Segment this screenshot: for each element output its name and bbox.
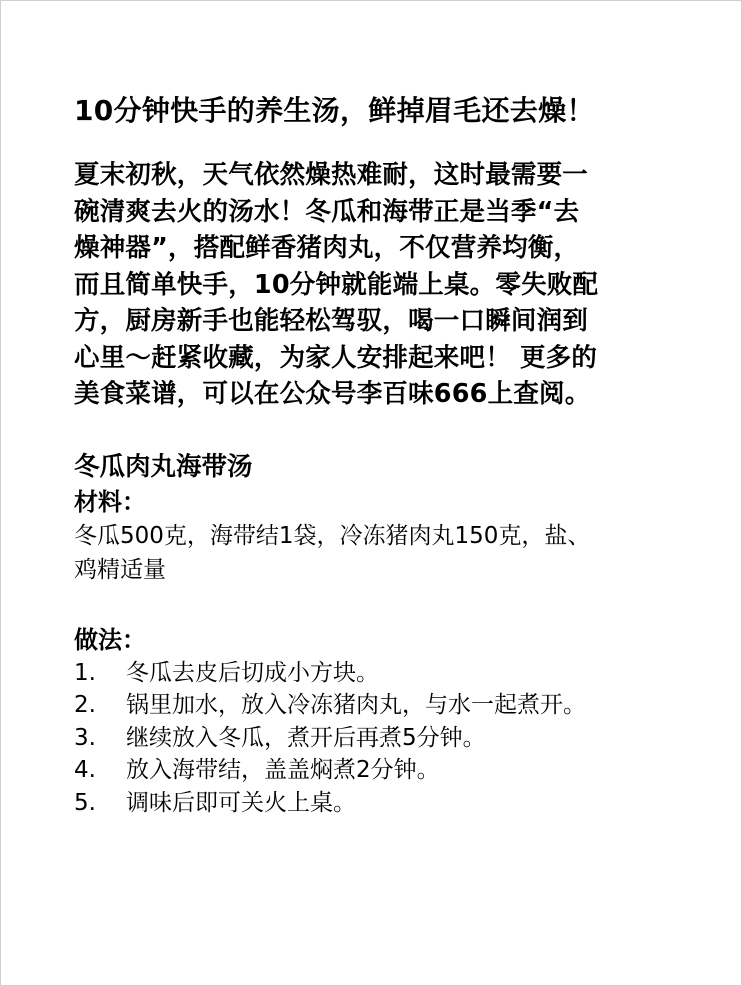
method-label: 做法：: [74, 625, 146, 654]
intro-line: 方，厨房新手也能轻松驾驭，喝一口瞬间润到: [74, 306, 589, 336]
intro-line: 燥神器”，搭配鲜香猪肉丸，不仅营养均衡，: [74, 233, 580, 263]
step-text: 继续放入冬瓜，煮开后再煮5分钟。: [126, 724, 486, 751]
method-step: [74, 689, 674, 722]
materials-line: 冬瓜500克，海带结1袋，冷冻猪肉丸150克，盐、: [74, 522, 591, 549]
step-text: 放入海带结，盖盖焖煮2分钟。: [126, 757, 440, 783]
step-number: 2.: [74, 692, 96, 718]
intro-line: 碗清爽去火的汤水！冬瓜和海带正是当季“去: [74, 196, 580, 227]
materials-line: 鸡精适量: [74, 556, 166, 583]
method-steps: [74, 657, 674, 820]
step-number: 1.: [74, 659, 96, 686]
intro-line: 心里～赶紧收藏，为家人安排起来吧！ 更多的: [74, 342, 598, 373]
step-text: 锅里加水，放入冷冻猪肉丸，与水一起煮开。: [126, 692, 586, 718]
materials-label: 材料：: [74, 487, 146, 516]
step-text: 调味后即可关火上桌。: [126, 789, 356, 816]
intro-line: 夏末初秋，天气依然燥热难耐，这时最需要一: [74, 160, 589, 190]
intro-line: 美食菜谱，可以在公众号李百味666上查阅。: [74, 379, 591, 409]
materials-list: [74, 519, 664, 587]
step-number: 4.: [74, 757, 96, 783]
document-content: [74, 91, 674, 819]
intro-line: 而且简单快手，10分钟就能端上桌。零失败配: [74, 269, 599, 300]
step-number: 5.: [74, 789, 96, 816]
page-title: 10分钟快手的养生汤，鲜掉眉毛还去燥！: [74, 94, 595, 127]
recipe-name: 冬瓜肉丸海带汤: [74, 451, 253, 482]
method-step: [74, 722, 674, 755]
intro-paragraph: [74, 157, 674, 413]
method-step: [74, 657, 674, 690]
method-step: [74, 787, 674, 820]
step-number: 3.: [74, 724, 96, 751]
method-step: [74, 754, 674, 787]
step-text: 冬瓜去皮后切成小方块。: [126, 659, 379, 686]
